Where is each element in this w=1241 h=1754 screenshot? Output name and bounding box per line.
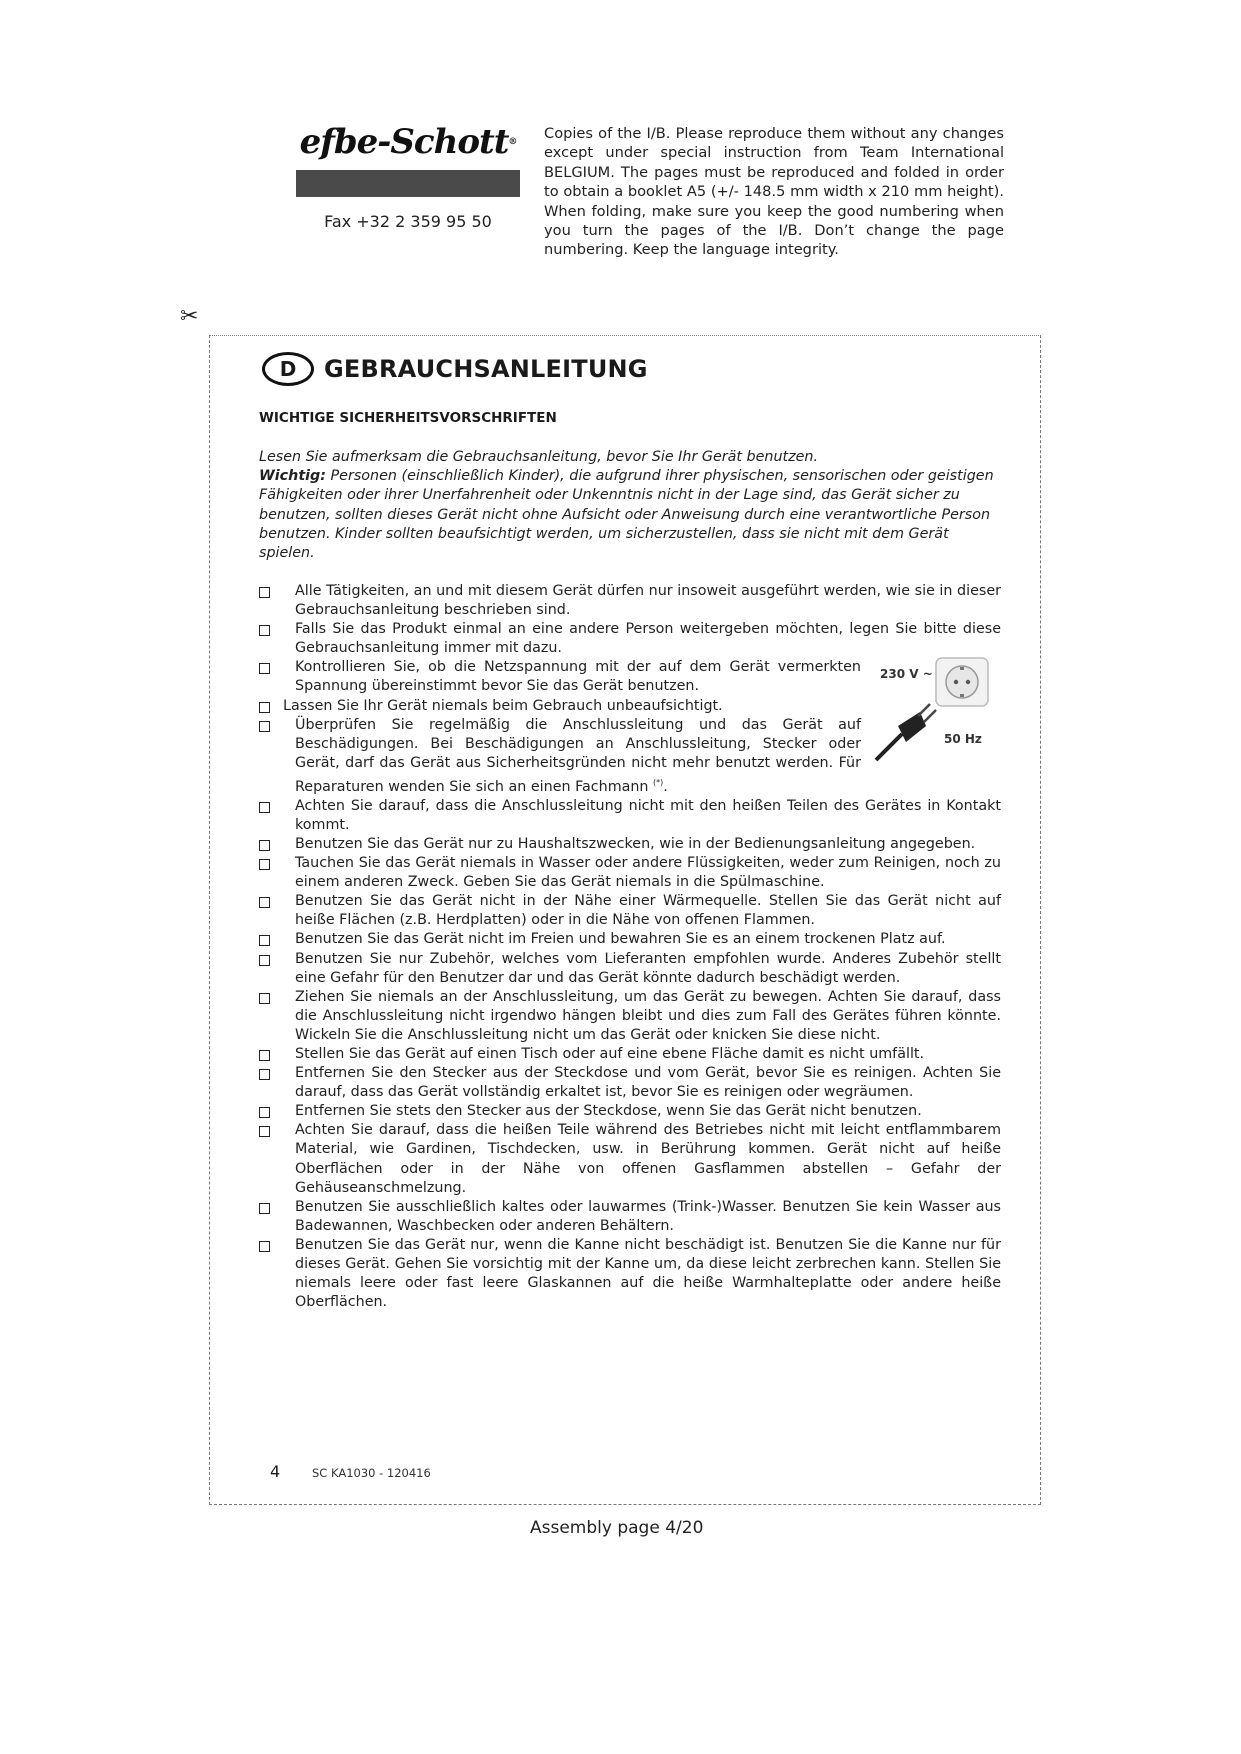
list-item: Tauchen Sie das Gerät niemals in Wasser oder andere Flüssigkeiten, weder zum Reinigen, noch zu einem anderen Zweck. Geben Sie das Gerät niemals in die Spülmaschine.	[259, 854, 1001, 892]
footnote-mark: (*)	[653, 777, 664, 787]
page-title: GEBRAUCHSANLEITUNG	[324, 355, 648, 383]
list-item: Benutzen Sie das Gerät nicht in der Nähe einer Wärmequelle. Stellen Sie das Gerät nicht auf heiße Flächen (z.B. Herdplatten) oder in die Nähe von offenen Flammen.	[259, 892, 1001, 930]
scissors-icon: ✂	[180, 304, 199, 329]
intro-line: Lesen Sie aufmerksam die Gebrauchsanleitung, bevor Sie Ihr Gerät benutzen.	[259, 449, 819, 465]
list-item: Entfernen Sie den Stecker aus der Steckdose und vom Gerät, bevor Sie es reinigen. Achten Sie darauf, dass das Gerät vollständig erkaltet ist, bevor Sie es reinigen oder wegräumen.	[259, 1064, 1001, 1102]
list-item: Falls Sie das Produkt einmal an eine andere Person weitergeben möchten, legen Sie bitte diese Gebrauchsanleitung immer mit dazu.	[259, 620, 1001, 658]
intro-important	[259, 467, 999, 563]
page-number: 4	[270, 1462, 281, 1481]
checkbox-icon	[259, 802, 270, 813]
checkbox-icon	[259, 663, 270, 674]
brand-name: efbe-Schott®	[299, 122, 517, 162]
checkbox-icon	[259, 1241, 270, 1252]
assembly-page-label: Assembly page 4/20	[530, 1518, 704, 1538]
list-item: Achten Sie darauf, dass die heißen Teile während des Betriebes nicht mit leicht entflammbarem Material, wie Gardinen, Tischdecken, usw. in Berührung kommen. Gerät nicht auf heiße Oberflächen oder in der Nähe von offenen Gasflammen abstellen – Gefahr der Gehäuseanschmelzung.	[259, 1121, 1001, 1197]
checkbox-icon	[259, 1069, 270, 1080]
frequency-label: 50 Hz	[944, 732, 982, 746]
reproduction-notice: Copies of the I/B. Please reproduce them without any changes except under special instruction from Team International BELGIUM. The pages must be reproduced and folded in order to obtain a booklet A5 (+/- 148.5 mm width x 210 mm height). When folding, make sure you keep the good numbering when you turn the pages of the I/B. Don’t change the page numbering. Keep the language integrity.	[544, 125, 1004, 259]
checkbox-icon	[259, 897, 270, 908]
checkbox-icon	[259, 840, 270, 851]
checkbox-icon	[259, 1126, 270, 1137]
list-item: Benutzen Sie das Gerät nur zu Haushaltszwecken, wie in der Bedienungsanleitung angegeben.	[259, 835, 1001, 854]
important-label: Wichtig:	[259, 468, 327, 485]
list-item: Entfernen Sie stets den Stecker aus der Steckdose, wenn Sie das Gerät nicht benutzen.	[259, 1102, 1001, 1121]
document-code: SC KA1030 - 120416	[312, 1466, 431, 1480]
list-item: Benutzen Sie ausschließlich kaltes oder lauwarmes (Trink-)Wasser. Benutzen Sie kein Wasser aus Badewannen, Waschbecken oder anderen Behältern.	[259, 1198, 1001, 1236]
safety-subheading: WICHTIGE SICHERHEITSVORSCHRIFTEN	[259, 410, 557, 426]
list-item: Alle Tätigkeiten, an und mit diesem Gerät dürfen nur insoweit ausgeführt werden, wie sie in dieser Gebrauchsanleitung beschrieben sind.	[259, 582, 1001, 620]
list-item: Stellen Sie das Gerät auf einen Tisch oder auf eine ebene Fläche damit es nicht umfällt.	[259, 1045, 1001, 1064]
checkbox-icon	[259, 993, 270, 1004]
fax-number: Fax +32 2 359 95 50	[324, 212, 492, 231]
checkbox-icon	[259, 721, 270, 732]
list-item: Kontrollieren Sie, ob die Netzspannung mit der auf dem Gerät vermerkten Spannung übereinstimmt bevor Sie das Gerät benutzen.	[259, 658, 1001, 696]
list-item: Überprüfen Sie regelmäßig die Anschlussleitung und das Gerät auf Beschädigungen. Bei Beschädigungen an Anschlussleitung, Stecker oder Gerät, darf das Gerät aus Sicherheitsgründen nicht mehr benutzt werden. Für Reparaturen wenden Sie sich an einen Fachmann (*).	[259, 716, 1001, 797]
logo-bar	[296, 170, 520, 197]
checkbox-icon	[259, 1050, 270, 1061]
list-item: Ziehen Sie niemals an der Anschlussleitung, um das Gerät zu bewegen. Achten Sie darauf, dass die Anschlussleitung nicht irgendwo hängen bleibt und dies zum Fall des Gerätes führen könnte. Wickeln Sie die Anschlussleitung nicht um das Gerät oder knicken Sie diese nicht.	[259, 988, 1001, 1045]
list-item: Achten Sie darauf, dass die Anschlussleitung nicht mit den heißen Teilen des Gerätes in Kontakt kommt.	[259, 797, 1001, 835]
list-item: Benutzen Sie das Gerät nur, wenn die Kanne nicht beschädigt ist. Benutzen Sie die Kanne nur für dieses Gerät. Gehen Sie vorsichtig mit der Kanne um, da diese leicht zerbrechen kann. Stellen Sie niemals leere oder fast leere Glaskannen auf die heiße Warmhalteplatte oder andere heiße Oberflächen.	[259, 1236, 1001, 1312]
voltage-label: 230 V ~	[880, 667, 933, 681]
checkbox-icon	[259, 935, 270, 946]
checkbox-icon	[259, 1203, 270, 1214]
plug-icon	[876, 734, 902, 760]
important-text: Personen (einschließlich Kinder), die aufgrund ihrer physischen, sensorischen oder geistigen Fähigkeiten oder ihrer Unerfahrenheit oder Unkenntnis nicht in der Lage sind, das Gerät sicher zu benutzen, sollten dieses Gerät nicht ohne Aufsicht oder Anweisung durch eine verantwortliche Person benutzen. Kinder sollten beaufsichtigt werden, um sicherzustellen, dass sie nicht mit dem Gerät spielen.	[259, 468, 994, 562]
intro-paragraph	[259, 448, 999, 563]
list-item: Benutzen Sie nur Zubehör, welches vom Lieferanten empfohlen wurde. Anderes Zubehör stellt eine Gefahr für den Benutzer dar und das Gerät könnte dadurch beschädigt werden.	[259, 950, 1001, 988]
checkbox-icon	[259, 859, 270, 870]
list-item: Benutzen Sie das Gerät nicht im Freien und bewahren Sie es an einem trockenen Platz auf.	[259, 930, 1001, 949]
language-badge: D	[262, 352, 314, 386]
checkbox-icon	[259, 702, 270, 713]
section-heading	[262, 352, 648, 386]
list-item: Lassen Sie Ihr Gerät niemals beim Gebrauch unbeaufsichtigt.	[259, 697, 1001, 716]
checkbox-icon	[259, 587, 270, 598]
checkbox-icon	[259, 625, 270, 636]
checkbox-icon	[259, 1107, 270, 1118]
checkbox-icon	[259, 955, 270, 966]
brand-logo	[296, 120, 520, 197]
